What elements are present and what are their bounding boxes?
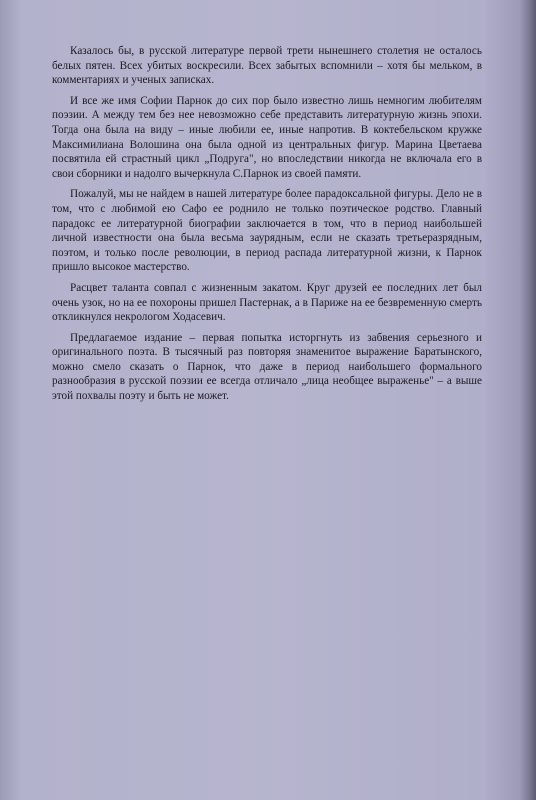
annotation-text: [52, 44, 482, 410]
cover-spine-shadow: [520, 0, 536, 800]
paragraph-3: Пожалуй, мы не найдем в нашей литературе более парадоксальной фигуры. Дело не в том, что с любимой ею Сафо ее роднило не только поэтическое родство. Главный парадокс ее литературной биографии заключается в том, что в период наибольшей личной известности она была весьма заурядным, если не сказать третьеразрядным, поэтом, и только после революции, в период распада литературной жизни, к Парнок пришло высокое мастерство.: [52, 188, 482, 274]
paragraph-4: Расцвет таланта совпал с жизненным закатом. Круг друзей ее последних лет был очень узок, но на ее похороны пришел Пастернак, а в Париже на ее безвременную смерть откликнулся некрологом Ходасевич.: [52, 281, 482, 324]
paragraph-1: Казалось бы, в русской литературе первой трети нынешнего столетия не осталось белых пятен. Всех убитых воскресили. Всех забытых вспомнили – хотя бы мельком, в комментариях и ученых записках.: [52, 45, 482, 87]
paragraph-5: Предлагаемое издание – первая попытка исторгнуть из забвения серьезного и оригинального поэта. В тысячный раз повторяя знаменитое выражение Баратынского, можно смело сказать о Парнок, что даже в период наибольшего формального разнообразия в русской поэзии ее всегда отличало „лица необщее выраженье" – а выше этой похвалы поэту и быть не может.: [52, 331, 482, 403]
paragraph-2: И все же имя Софии Парнок до сих пор было известно лишь немногим любителям поэзии. А между тем без нее невозможно себе представить литературную жизнь эпохи. Тогда она была на виду – иные любили ее, иные напротив. В коктебельском кружке Максимилиана Волошина она была одной из центральных фигур. Марина Цветаева посвятила ей страстный цикл „Подруга", но впоследствии никогда не включала его в свои сборники и надолго вычеркнула С.Парнок из своей памяти.: [52, 94, 482, 180]
